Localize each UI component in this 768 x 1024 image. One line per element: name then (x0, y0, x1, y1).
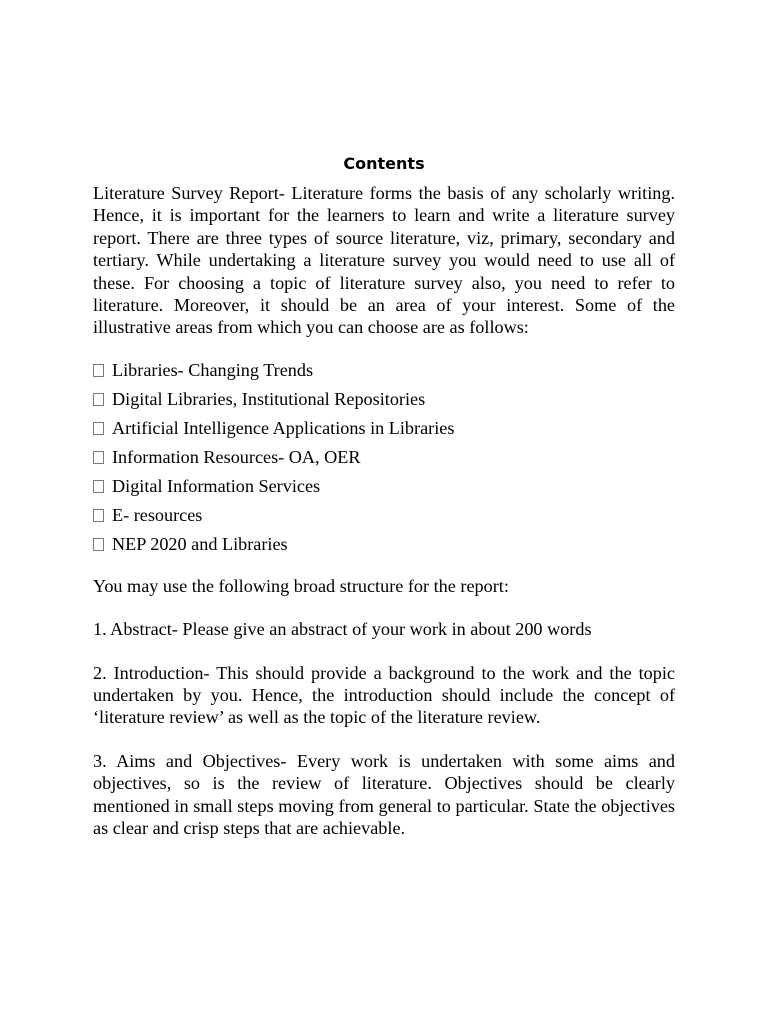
list-item (93, 414, 675, 443)
list-item-label: Digital Information Services (112, 475, 321, 496)
bullet-box-icon (93, 422, 104, 435)
list-item-label: Artificial Intelligence Applications in Libraries (112, 417, 455, 438)
page-heading: Contents (343, 154, 425, 173)
list-item (93, 501, 675, 530)
bullet-box-icon (93, 509, 104, 522)
bullet-box-icon (93, 538, 104, 551)
list-item-label: Information Resources- OA, OER (112, 446, 361, 467)
bullet-box-icon (93, 451, 104, 464)
list-item (93, 472, 675, 501)
list-item-label: E- resources (112, 504, 203, 525)
list-item (93, 443, 675, 472)
bullet-box-icon (93, 480, 104, 493)
section-abstract: 1. Abstract- Please give an abstract of your work in about 200 words (93, 619, 592, 640)
section-aims-objectives: 3. Aims and Objectives- Every work is undertaken with some aims and objectives, so is the review of literature. Objectives should be clearly mentioned in small steps moving from general to particular. State the objectives as clear and crisp steps that are achievable. (93, 750, 675, 839)
list-item (93, 356, 675, 385)
section-introduction: 2. Introduction- This should provide a background to the work and the topic undertaken by you. Hence, the introduction should include the concept of ‘literature review’ as well as the topic of the literature review. (93, 662, 675, 728)
list-item-label: Digital Libraries, Institutional Repositories (112, 388, 426, 409)
bullet-box-icon (93, 393, 104, 406)
document-page (93, 153, 675, 840)
structure-intro: You may use the following broad structure for the report: (93, 575, 509, 596)
intro-paragraph: Literature Survey Report- Literature forms the basis of any scholarly writing. Hence, it is important for the learners to learn and write a literature survey report. There are three types of source literature, viz, primary, secondary and tertiary. While undertaking a literature survey you would need to use all of these. For choosing a topic of literature survey also, you need to refer to literature. Moreover, it should be an area of your interest. Some of the illustrative areas from which you can choose are as follows: (93, 183, 675, 338)
list-item-label: Libraries- Changing Trends (112, 359, 314, 380)
list-item (93, 385, 675, 414)
bullet-box-icon (93, 364, 104, 377)
list-item (93, 530, 675, 559)
list-item-label: NEP 2020 and Libraries (112, 533, 288, 554)
topic-list (93, 356, 675, 559)
